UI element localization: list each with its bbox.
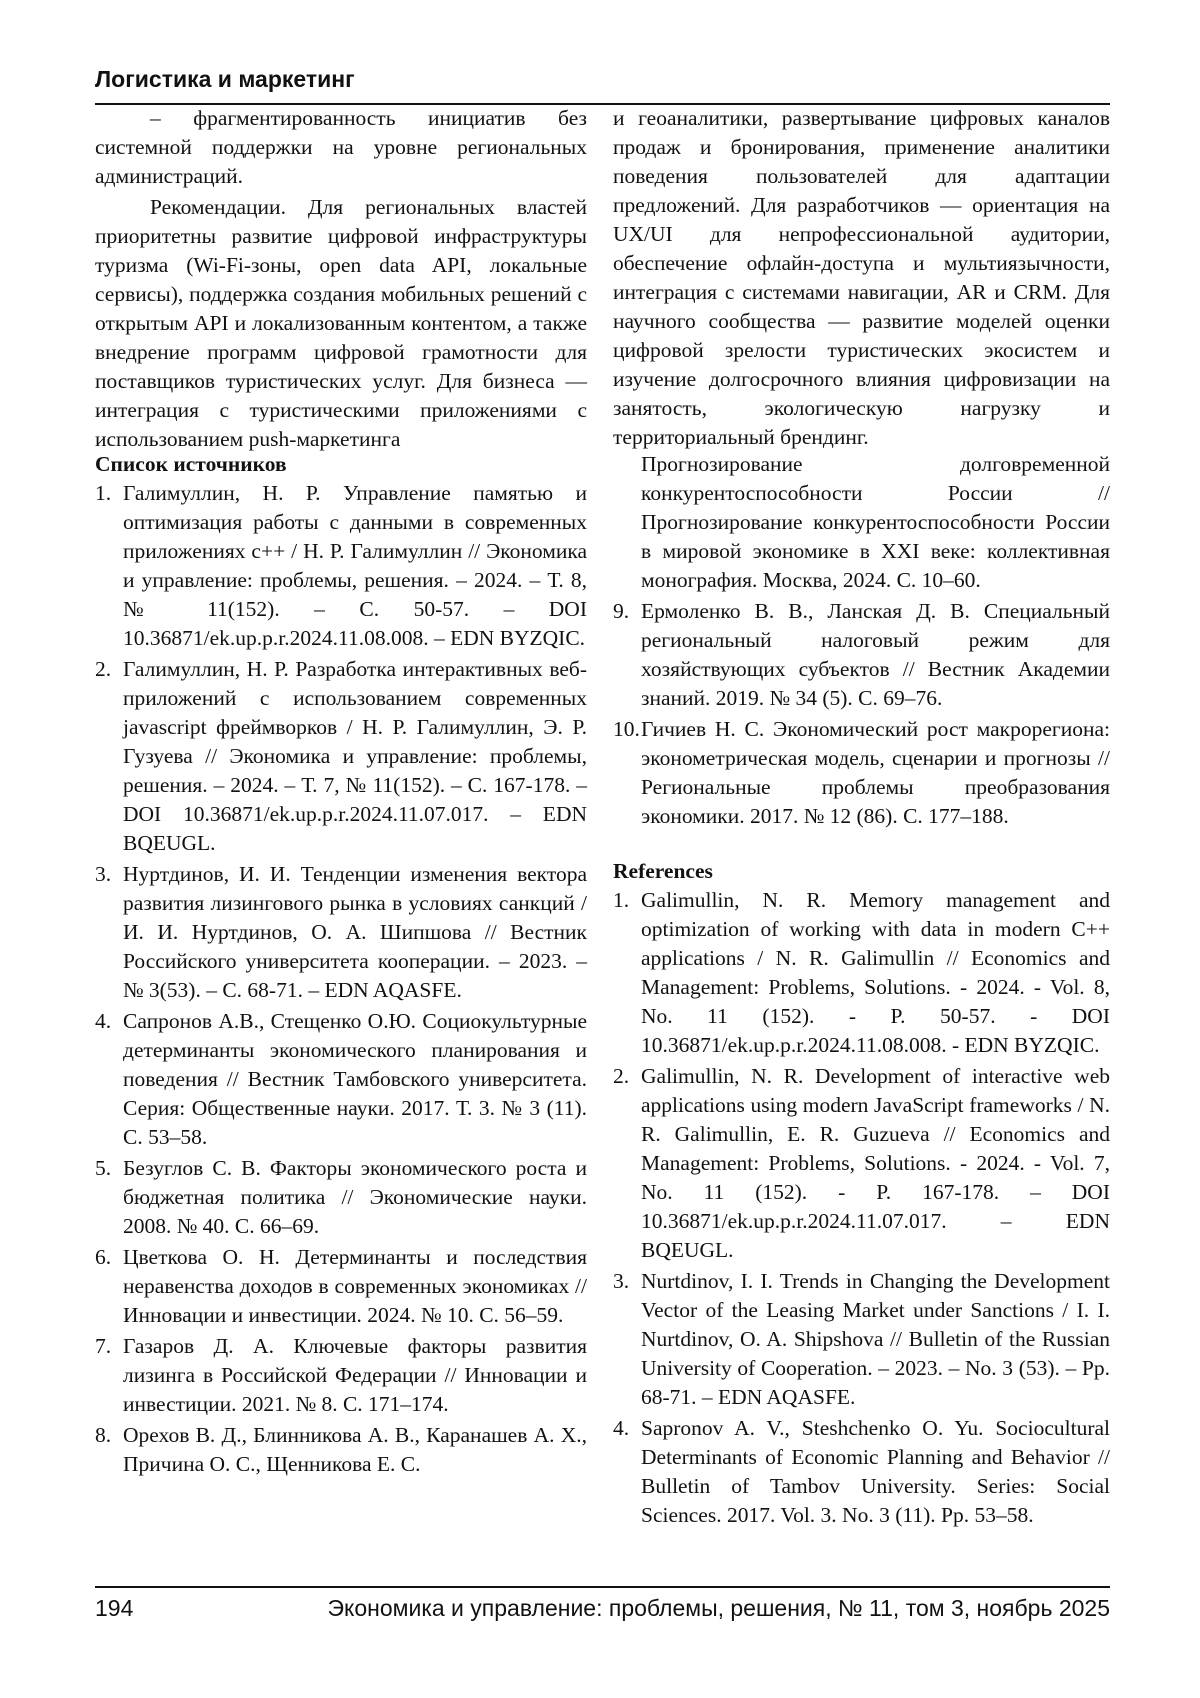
item-text: Ермоленко В. В., Ланская Д. В. Специальный региональный налоговый режим для хозяйствующих субъектов // Вестник Академии знаний. 2019. № 34 (5). С. 69–76. (641, 599, 1110, 710)
item-text: Нуртдинов, И. И. Тенденции изменения вектора развития лизингового рынка в условиях санкций / И. И. Нуртдинов, О. А. Шипшова // Вестник Российского университета кооперации. – 2023. – № 3(53). – С. 68-71. – EDN AQASFE. (123, 862, 587, 1002)
list-item (95, 1154, 587, 1241)
item-text: Цветкова О. Н. Детерминанты и последствия неравенства доходов в современных экономиках // Инновации и инвестиции. 2024. № 10. С. 56–59. (123, 1245, 587, 1327)
list-item (613, 450, 1110, 595)
list-item (95, 479, 587, 653)
item-number: 3. (613, 1269, 630, 1293)
sources-heading: Список источников (95, 452, 287, 476)
body-right-column (613, 104, 1110, 452)
list-item (613, 715, 1110, 831)
paragraph: Рекомендации. Для региональных властей приоритетны развитие цифровой инфраструктуры туризма (Wi-Fi-зоны, open data API, локальные сервисы), поддержка создания мобильных решений с открытым API и локализованным контентом, а также внедрение программ цифровой грамотности для поставщиков туристических услуг. Для бизнеса — интеграция с туристическими приложениями с использованием push-маркетинга (95, 195, 587, 451)
references-list (613, 886, 1110, 1530)
item-text: Газаров Д. А. Ключевые факторы развития лизинга в Российской Федерации // Инновации и инвестиции. 2021. № 8. С. 171–174. (123, 1334, 587, 1416)
item-number: 7. (95, 1334, 112, 1358)
list-item (95, 1421, 587, 1479)
sources-list-continued (613, 450, 1110, 831)
item-text: Galimullin, N. R. Memory management and optimization of working with data in modern C++ applications / N. R. Galimullin // Economics and Management: Problems, Solutions. - 2024. - Vol. 8, No. 11 (152). - P. 50-57. - DOI 10.36871/ek.up.p.r.2024.11.08.008. - EDN BYZQIC. (641, 888, 1110, 1057)
list-item (95, 1243, 587, 1330)
item-text: Прогнозирование долговременной конкурентоспособности России // Прогнозирование конкурентоспособности России в мировой экономике в XXI веке: коллективная монография. Москва, 2024. С. 10–60. (641, 452, 1110, 592)
item-number: 5. (95, 1156, 112, 1180)
paragraph: и геоаналитики, развертывание цифровых каналов продаж и бронирования, применение аналитики поведения пользователей для адаптации предложений. Для разработчиков — ориентация на UX/UI для непрофессиональной аудитории, обеспечение офлайн-доступа и мультиязычности, интеграция с системами навигации, AR и CRM. Для научного сообщества — развитие моделей оценки цифровой зрелости туристических экосистем и изучение долгосрочного влияния цифровизации на занятость, экологическую нагрузку и территориальный брендинг. (613, 106, 1110, 449)
item-number: 4. (95, 1009, 112, 1033)
item-text: Гичиев Н. С. Экономический рост макрорегиона: эконометрическая модель, сценарии и прогнозы // Региональные проблемы преобразования экономики. 2017. № 12 (86). С. 177–188. (641, 717, 1110, 828)
item-number: 9. (613, 599, 630, 623)
list-item (613, 1414, 1110, 1530)
sources-list (95, 479, 587, 1479)
list-item (95, 655, 587, 858)
item-number: 10. (613, 717, 640, 741)
item-text: Галимуллин, Н. Р. Разработка интерактивных веб-приложений с использованием современных javascript фреймворков / Н. Р. Галимуллин, Э. Р. Гузуева // Экономика и управление: проблемы, решения. – 2024. – Т. 7, № 11(152). – С. 167-178. – DOI 10.36871/ek.up.p.r.2024.11.07.017. – EDN BQEUGL. (123, 657, 587, 855)
item-text: Nurtdinov, I. I. Trends in Changing the Development Vector of the Leasing Market under Sanctions / I. I. Nurtdinov, O. A. Shipshova // Bulletin of the Russian University of Cooperation. – 2023. – No. 3 (53). – Pp. 68-71. – EDN AQASFE. (641, 1269, 1110, 1409)
footer-rule (95, 1586, 1110, 1588)
page-number: 194 (95, 1595, 134, 1621)
sources-left-column (95, 450, 587, 1481)
item-number: 2. (95, 657, 112, 681)
item-text: Сапронов А.В., Стещенко О.Ю. Социокультурные детерминанты экономического планирования и поведения // Вестник Тамбовского университета. Серия: Общественные науки. 2017. Т. 3. № 3 (11). С. 53–58. (123, 1009, 587, 1149)
item-number: 2. (613, 1064, 630, 1088)
item-number: 3. (95, 862, 112, 886)
item-number: 4. (613, 1416, 630, 1440)
sources-right-column (613, 450, 1110, 1532)
item-number: 1. (613, 888, 630, 912)
item-number: 8. (95, 1423, 112, 1447)
paragraph: – фрагментированность инициатив без системной поддержки на уровне региональных администраций. (95, 106, 587, 188)
list-item (95, 860, 587, 1005)
body-left-column (95, 104, 587, 454)
list-item (613, 1062, 1110, 1265)
list-item (613, 597, 1110, 713)
item-text: Galimullin, N. R. Development of interactive web applications using modern JavaScript frameworks / N. R. Galimullin, E. R. Guzueva // Economics and Management: Problems, Solutions. - 2024. - Vol. 7, No. 11 (152). - P. 167-178. – DOI 10.36871/ek.up.p.r.2024.11.07.017. – EDN BQEUGL. (641, 1064, 1110, 1262)
item-text: Орехов В. Д., Блинникова А. В., Каранашев А. Х., Причина О. С., Щенникова Е. С. (123, 1423, 587, 1476)
item-text: Безуглов С. В. Факторы экономического роста и бюджетная политика // Экономические науки. 2008. № 40. С. 66–69. (123, 1156, 587, 1238)
list-item (95, 1007, 587, 1152)
journal-title: Экономика и управление: проблемы, решения, № 11, том 3, ноябрь 2025 (327, 1595, 1110, 1621)
list-item (613, 886, 1110, 1060)
list-item (95, 1332, 587, 1419)
item-number: 6. (95, 1245, 112, 1269)
item-text: Галимуллин, Н. Р. Управление памятью и оптимизация работы с данными в современных приложениях с++ / Н. Р. Галимуллин // Экономика и управление: проблемы, решения. – 2024. – Т. 8, № 11(152). – С. 50-57. – DOI 10.36871/ek.up.p.r.2024.11.08.008. – EDN BYZQIC. (123, 481, 587, 650)
item-number (613, 450, 641, 595)
item-number: 1. (95, 481, 112, 505)
references-heading: References (613, 859, 713, 883)
section-title: Логистика и маркетинг (95, 66, 355, 92)
list-item (613, 1267, 1110, 1412)
item-text: Sapronov A. V., Steshchenko O. Yu. Sociocultural Determinants of Economic Planning and Behavior // Bulletin of Tambov University. Series: Social Sciences. 2017. Vol. 3. No. 3 (11). Pp. 53–58. (641, 1416, 1110, 1527)
